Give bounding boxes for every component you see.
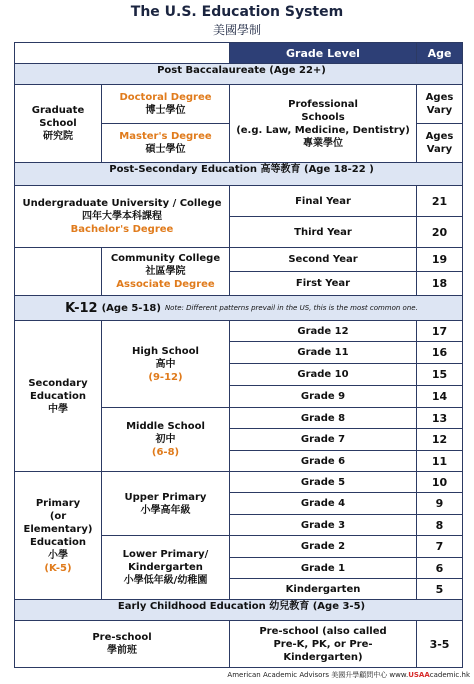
age-cell: 7 <box>416 535 463 558</box>
ages-vary-doctoral: Ages Vary <box>416 84 463 124</box>
age-cell: 16 <box>416 341 463 364</box>
age-cell: 11 <box>416 450 463 472</box>
grade-row: Grade 12 <box>229 320 417 342</box>
grade-third-year: Third Year <box>229 216 417 248</box>
header-grade-level: Grade Level <box>229 42 417 64</box>
grade-second-year: Second Year <box>229 247 417 272</box>
pre-school-grade: Pre-school (also called Pre-K, PK, or Pre-Kindergarten) <box>229 620 417 668</box>
lower-primary: Lower Primary/ Kindergarten 小學低年級/幼稚園 <box>101 535 230 600</box>
age-cell: 15 <box>416 363 463 386</box>
pre-school-age: 3-5 <box>416 620 463 668</box>
age-cell: 13 <box>416 407 463 429</box>
grade-row: Grade 2 <box>229 535 417 558</box>
age-cell: 5 <box>416 578 463 600</box>
page-title: The U.S. Education System <box>130 4 344 20</box>
grade-final-year: Final Year <box>229 185 417 217</box>
footer-credit: American Academic Advisors 美國升學顧問中心 www.USAAcademic.hk <box>227 671 470 679</box>
grade-row: Grade 6 <box>229 450 417 472</box>
age-cell: 10 <box>416 471 463 493</box>
doctoral-degree: Doctoral Degree 博士學位 <box>101 84 230 124</box>
upper-primary: Upper Primary 小學高年級 <box>101 471 230 536</box>
middle-school: Middle School 初中 (6-8) <box>101 407 230 472</box>
grade-row: Grade 1 <box>229 557 417 579</box>
age-third-year: 20 <box>416 216 463 248</box>
section-early-childhood: Early Childhood Education 幼兒教育 (Age 3-5) <box>14 599 463 621</box>
secondary-education: Secondary Education 中學 <box>14 320 102 472</box>
section-post-baccalaureate: Post Baccalaureate (Age 22+) <box>14 63 463 85</box>
age-cell: 12 <box>416 428 463 451</box>
high-school: High School 高中 (9-12) <box>101 320 230 408</box>
community-college: Community College 社區學院 Associate Degree <box>101 247 230 296</box>
section-k12: K-12 (Age 5-18) Note: Different patterns prevail in the US, this is the most common one. <box>14 295 463 321</box>
professional-schools: Professional Schools (e.g. Law, Medicine, Dentistry) 專業學位 <box>229 84 417 163</box>
age-cell: 14 <box>416 385 463 408</box>
graduate-school: Graduate School 研究院 <box>14 84 102 163</box>
section-post-secondary: Post-Secondary Education 高等教育 (Age 18-22 ) <box>14 162 463 186</box>
age-cell: 6 <box>416 557 463 579</box>
age-second-year: 19 <box>416 247 463 272</box>
grade-row: Grade 7 <box>229 428 417 451</box>
age-cell: 9 <box>416 492 463 515</box>
ages-vary-masters: Ages Vary <box>416 123 463 163</box>
grade-row: Grade 4 <box>229 492 417 515</box>
grade-row: Grade 8 <box>229 407 417 429</box>
age-cell: 8 <box>416 514 463 536</box>
grade-row: Grade 11 <box>229 341 417 364</box>
masters-degree: Master's Degree 碩士學位 <box>101 123 230 163</box>
cc-spacer <box>14 247 102 296</box>
grade-row: Grade 10 <box>229 363 417 386</box>
grade-row: Kindergarten <box>229 578 417 600</box>
age-cell: 17 <box>416 320 463 342</box>
pre-school: Pre-school 學前班 <box>14 620 230 668</box>
grade-first-year: First Year <box>229 271 417 296</box>
header-spacer <box>14 42 230 64</box>
primary-education: Primary (or Elementary) Education 小學 (K-5) <box>14 471 102 600</box>
page-subtitle: 美國學制 <box>212 23 261 37</box>
grade-row: Grade 3 <box>229 514 417 536</box>
grade-row: Grade 9 <box>229 385 417 408</box>
age-first-year: 18 <box>416 271 463 296</box>
undergraduate-college: Undergraduate University / College 四年大學本科課程 Bachelor's Degree <box>14 185 230 248</box>
grade-row: Grade 5 <box>229 471 417 493</box>
header-age: Age <box>416 42 463 64</box>
age-final-year: 21 <box>416 185 463 217</box>
